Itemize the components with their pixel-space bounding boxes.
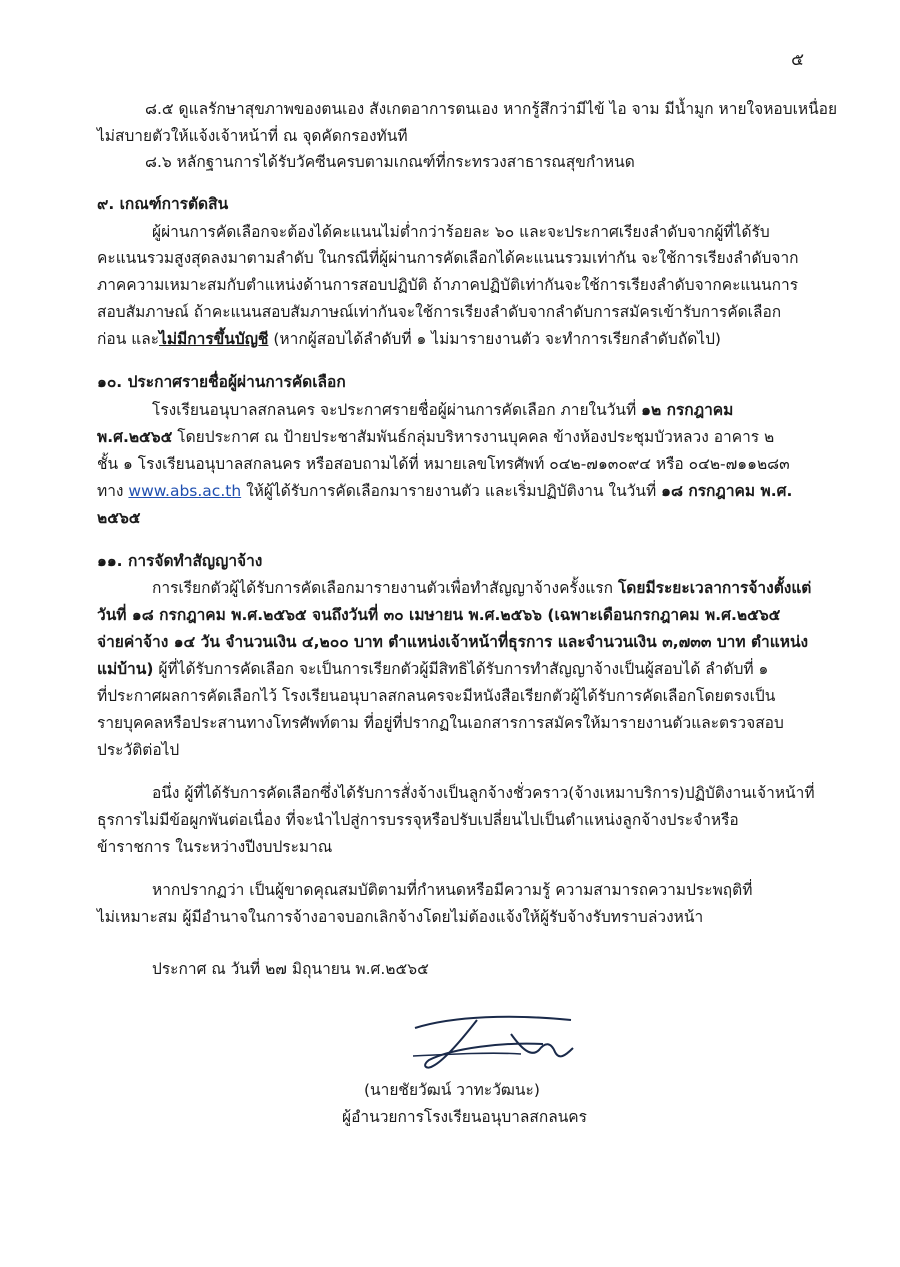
section-9-heading: ๙. เกณฑ์การตัดสิน [97, 195, 229, 213]
signature-image [393, 1008, 593, 1080]
section-11-line: วันที่ ๑๘ กรกฎาคม พ.ศ.๒๕๖๕ จนถึงวันที่ ๓๐ เมษายน พ.ศ.๒๕๖๖ (เฉพาะเดือนกรกฎาคม พ.ศ.๒๕๖๕ [97, 606, 781, 624]
section-10-line [152, 398, 733, 422]
section-10-heading: ๑๐. ประกาศรายชื่อผู้ผ่านการคัดเลือก [97, 373, 346, 391]
section-9-line: คะแนนรวมสูงสุดลงมาตามลำดับ ในกรณีที่ผู้ผ่านการคัดเลือกได้คะแนนรวมเท่ากัน จะใช้การเรียงลำดับจาก [97, 249, 799, 267]
signer-name: (นายชัยวัฒน์ วาทะวัฒนะ) [364, 1081, 540, 1099]
section-11-line: ที่ประกาศผลการคัดเลือกไว้ โรงเรียนอนุบาลสกลนครจะมีหนังสือเรียกตัวผู้ได้รับการคัดเลือกโดยตรงเป็น [97, 687, 776, 705]
section-10-line: ชั้น ๑ โรงเรียนอนุบาลสกลนคร หรือสอบถามได้ที่ หมายเลขโทรศัพท์ ๐๔๒-๗๑๓๐๙๔ หรือ ๐๔๒-๗๑๑๒๘๓ [97, 455, 790, 473]
section-11-paragraph-3: หากปรากฏว่า เป็นผู้ขาดคุณสมบัติตามที่กำหนดหรือมีความรู้ ความสามารถความประพฤติที่ [152, 881, 753, 899]
text-span: ผู้ที่ได้รับการคัดเลือก จะเป็นการเรียกตัวผู้มีสิทธิได้รับการทำสัญญาจ้างเป็นผู้สอบได้ ลำดับที่ ๑ [153, 660, 769, 678]
text-span: ก่อน และ [97, 330, 160, 348]
text-span: โรงเรียนอนุบาลสกลนคร จะประกาศรายชื่อผู้ผ่านการคัดเลือก ภายในวันที่ [152, 401, 642, 419]
section-11-line: ประวัติต่อไป [97, 741, 180, 759]
section-11-line [152, 576, 811, 600]
section-11-paragraph-2: อนึ่ง ผู้ที่ได้รับการคัดเลือกซึ่งได้รับการสั่งจ้างเป็นลูกจ้างชั่วคราว(จ้างเหมาบริการ)ปฏิบัติงานเจ้าหน้าที่ [152, 784, 815, 802]
item-8-5-line-2: ไม่สบายตัวให้แจ้งเจ้าหน้าที่ ณ จุดคัดกรองทันที [97, 127, 408, 145]
no-list-emphasis: ไม่มีการขึ้นบัญชี [159, 330, 269, 348]
text-span: ทาง [97, 482, 129, 500]
date-emphasis: ๑๒ กรกฎาคม [641, 401, 734, 419]
section-9-line: ผู้ผ่านการคัดเลือกจะต้องได้คะแนนไม่ต่ำกว่าร้อยละ ๖๐ และจะประกาศเรียงลำดับจากผู้ที่ได้รับ [152, 223, 770, 241]
text-span: ให้ผู้ได้รับการคัดเลือกมารายงานตัว และเริ่มปฏิบัติงาน ในวันที่ [241, 482, 662, 500]
item-8-5-line-1: ๘.๕ ดูแลรักษาสุขภาพของตนเอง สังเกตอาการตนเอง หากรู้สึกว่ามีไข้ ไอ จาม มีน้ำมูก หายใจหอบเหนื่อย [145, 100, 838, 118]
page-number: ๕ [791, 50, 804, 70]
section-9-line [97, 327, 721, 351]
section-10-line [97, 479, 792, 503]
announcement-date: ประกาศ ณ วันที่ ๒๗ มิถุนายน พ.ศ.๒๕๖๕ [152, 960, 429, 978]
section-11-heading: ๑๑. การจัดทำสัญญาจ้าง [97, 552, 263, 570]
date-emphasis: ๑๘ กรกฎาคม พ.ศ. [661, 482, 793, 500]
section-10-line: ๒๕๖๕ [97, 509, 141, 527]
section-9-line: สอบสัมภาษณ์ ถ้าคะแนนสอบสัมภาษณ์เท่ากันจะใช้การเรียงลำดับจากลำดับการสมัครเข้ารับการคัดเลือก [97, 303, 782, 321]
section-11-line: จ่ายค่าจ้าง ๑๔ วัน จำนวนเงิน ๔,๒๐๐ บาท ตำแหน่งเจ้าหน้าที่ธุรการ และจำนวนเงิน ๓,๗๓๓ บาท ตำแหน่ง [97, 633, 809, 651]
signer-title: ผู้อำนวยการโรงเรียนอนุบาลสกลนคร [342, 1108, 587, 1126]
section-11-paragraph-2: ธุรการไม่มีข้อผูกพันต่อเนื่อง ที่จะนำไปสู่การบรรจุหรือปรับเปลี่ยนไปเป็นตำแหน่งลูกจ้างประจำหรือ [97, 811, 739, 829]
text-span: โดยประกาศ ณ ป้ายประชาสัมพันธ์กลุ่มบริหารงานบุคคล ข้างห้องประชุมบัวหลวง อาคาร ๒ [172, 428, 775, 446]
website-link[interactable]: www.abs.ac.th [128, 482, 242, 500]
text-span: (หากผู้สอบได้ลำดับที่ ๑ ไม่มารายงานตัว จะทำการเรียกลำดับถัดไป) [268, 330, 721, 348]
item-8-6: ๘.๖ หลักฐานการได้รับวัคซีนครบตามเกณฑ์ที่กระทรวงสาธารณสุขกำหนด [145, 153, 635, 171]
section-11-line [97, 657, 768, 681]
text-emphasis: แม่บ้าน) [97, 660, 154, 678]
section-11-paragraph-3: ไม่เหมาะสม ผู้มีอำนาจในการจ้างอาจบอกเลิกจ้างโดยไม่ต้องแจ้งให้ผู้รับจ้างรับทราบล่วงหน้า [97, 908, 704, 926]
period-emphasis: โดยมีระยะเวลาการจ้างตั้งแต่ [617, 579, 812, 597]
section-11-line: รายบุคคลหรือประสานทางโทรศัพท์ตาม ที่อยู่ที่ปรากฏในเอกสารการสมัครให้มารายงานตัวและตรวจสอบ [97, 714, 784, 732]
text-span: การเรียกตัวผู้ได้รับการคัดเลือกมารายงานตัวเพื่อทำสัญญาจ้างครั้งแรก [152, 579, 618, 597]
section-9-line: ภาคความเหมาะสมกับตำแหน่งด้านการสอบปฏิบัติ ถ้าภาคปฏิบัติเท่ากันจะใช้การเรียงลำดับจากคะแนนการ [97, 276, 799, 294]
year-emphasis: พ.ศ.๒๕๖๕ [97, 428, 173, 446]
section-11-paragraph-2: ข้าราชการ ในระหว่างปีงบประมาณ [97, 838, 333, 856]
section-10-line [97, 425, 774, 449]
